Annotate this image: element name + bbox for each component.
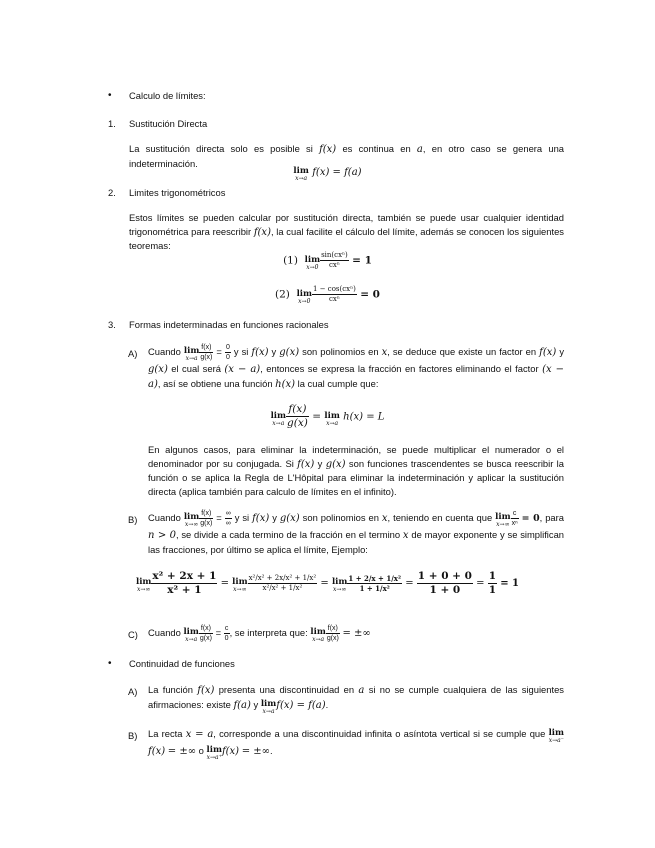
fraction bbox=[199, 624, 213, 643]
lim-text: lim bbox=[260, 698, 277, 709]
fraction-c-xn bbox=[511, 509, 519, 528]
paragraph-continuity-a bbox=[148, 683, 564, 715]
numerator: sin(cxⁿ) bbox=[321, 251, 348, 259]
equals: = bbox=[220, 578, 229, 589]
math-hx: h(x) bbox=[275, 378, 296, 390]
math-a: a bbox=[358, 685, 365, 696]
equals: = bbox=[476, 578, 485, 589]
lim-subscript: x→∞ bbox=[136, 586, 151, 593]
lim-text: lim bbox=[293, 166, 309, 176]
denominator: xⁿ bbox=[511, 520, 518, 527]
fraction bbox=[312, 285, 357, 304]
math-gx: g(x) bbox=[279, 512, 300, 524]
lim-text: lim bbox=[183, 345, 200, 356]
math-gx: g(x) bbox=[325, 458, 346, 470]
math-gx: g(x) bbox=[279, 346, 300, 358]
limit-operator bbox=[183, 626, 199, 643]
fraction-example-5 bbox=[488, 570, 497, 597]
text: Estos límites se pueden calcular por sustitución directa, también se puede usar cualquier identidad trigonométrica para reescribir bbox=[129, 212, 564, 237]
lim-subscript: x→a bbox=[312, 635, 325, 643]
denominator: 1 bbox=[488, 584, 496, 596]
text: La sustitución directa solo es posible si bbox=[129, 143, 320, 154]
numerator: 1 + 2/x + 1/x² bbox=[348, 574, 402, 583]
paragraph-case-a bbox=[148, 343, 564, 391]
denominator: g(x) bbox=[287, 417, 308, 429]
text: y bbox=[250, 698, 261, 710]
fraction-example-2 bbox=[248, 574, 318, 593]
numerator: x² + 2x + 1 bbox=[152, 570, 217, 582]
math-fx: f(x) bbox=[252, 512, 270, 524]
result: = 1 bbox=[352, 254, 372, 267]
text: , en otro caso se genera una indeterminación. bbox=[129, 143, 564, 169]
fraction bbox=[326, 624, 340, 643]
equals: = bbox=[215, 626, 222, 638]
denominator: cxⁿ bbox=[328, 295, 340, 303]
equals: = bbox=[405, 578, 414, 589]
lim-text: lim bbox=[310, 626, 326, 637]
math-fx: f(x) bbox=[539, 346, 557, 358]
text: , se deduce que existe un factor en bbox=[387, 345, 540, 357]
math-fx: f(x) bbox=[297, 458, 315, 470]
math-factor: (x − a) bbox=[224, 364, 261, 375]
lim-text: lim bbox=[304, 254, 321, 265]
math-gx: g(x) bbox=[148, 364, 168, 375]
lim-subscript: x→a⁺ bbox=[206, 754, 222, 761]
section-number-3: 3. bbox=[108, 319, 116, 330]
paragraph-continuity-b bbox=[148, 727, 564, 761]
numerator: c bbox=[224, 625, 229, 632]
lim-subscript: x→∞ bbox=[496, 520, 510, 528]
formula-sustitucion bbox=[0, 166, 655, 182]
paragraph-case-b bbox=[148, 509, 564, 556]
numerator: ∞ bbox=[225, 510, 231, 517]
numerator: x²/x² + 2x/x² + 1/x² bbox=[248, 574, 317, 582]
math-fa: f(a) bbox=[233, 699, 251, 711]
limit-operator bbox=[495, 511, 511, 528]
limit-operator bbox=[260, 698, 277, 715]
paragraph-case-a-conjugate bbox=[148, 443, 564, 498]
numerator: f(x) bbox=[200, 625, 211, 632]
text: Cuando bbox=[148, 345, 184, 357]
heading-continuidad: Continuidad de funciones bbox=[129, 658, 235, 669]
text: o bbox=[196, 745, 207, 756]
text: presenta una discontinuidad en bbox=[214, 684, 359, 695]
bullet-marker: • bbox=[108, 90, 112, 101]
text: el cual será bbox=[167, 363, 225, 374]
lim-subscript: x→a bbox=[185, 635, 198, 643]
fraction bbox=[286, 403, 309, 430]
text: Cuando bbox=[148, 511, 184, 523]
limit-operator bbox=[206, 747, 221, 761]
text: si no se cumple cualquiera de las siguientes afirmaciones: existe bbox=[148, 684, 564, 710]
equals: = bbox=[216, 345, 222, 357]
text: y bbox=[556, 345, 565, 357]
text: , la cual facilite el cálculo del límite, además se conocen los siguientes teoremas: bbox=[129, 225, 564, 252]
limit-operator bbox=[296, 288, 313, 305]
limit-operator bbox=[324, 410, 340, 427]
formula-case-a bbox=[0, 403, 655, 430]
math-x: x bbox=[381, 512, 388, 524]
text: . bbox=[325, 698, 329, 710]
fraction-example-1 bbox=[151, 570, 217, 597]
math-continuity: f(x) = f(a) bbox=[276, 699, 326, 711]
math-pm-inf: = ±∞ bbox=[167, 746, 197, 757]
lim-text: lim bbox=[183, 511, 200, 522]
example-result: = 1 bbox=[500, 578, 520, 589]
text: , entonces se expresa la fracción en factores eliminando el factor bbox=[260, 363, 543, 374]
paragraph-case-c bbox=[148, 624, 564, 643]
lim-subscript: x→∞ bbox=[233, 586, 247, 593]
heading-limites-trigonometricos: Limites trigonométricos bbox=[129, 187, 226, 198]
math-fx: f(x) bbox=[148, 746, 166, 757]
numerator: 1 − cos(cxⁿ) bbox=[313, 285, 356, 293]
lim-subscript: x→a bbox=[295, 175, 308, 182]
lim-subscript: x→a⁻ bbox=[548, 737, 564, 744]
lim-subscript: x→0 bbox=[298, 297, 311, 305]
lim-subscript: x→∞ bbox=[332, 586, 347, 593]
numerator: c bbox=[511, 509, 519, 519]
item-label-a: A) bbox=[128, 348, 138, 359]
limit-operator bbox=[304, 254, 321, 271]
math-fx: f(x) bbox=[319, 144, 337, 155]
text: son funciones trascendentes se busca reescribir la función o se aplica la Regla de L'Hôpital para eliminar la indeterminación y aplicar la sustitución directa (aplica también para calculo de límites en el infinito). bbox=[148, 457, 564, 497]
denominator: g(x) bbox=[326, 635, 339, 642]
lim-subscript: x→a bbox=[326, 419, 339, 427]
denominator: g(x) bbox=[200, 354, 213, 361]
lim-text: lim bbox=[135, 577, 152, 587]
lim-subscript: x→a bbox=[272, 419, 285, 427]
text: , teniendo en cuenta que bbox=[387, 511, 496, 523]
denominator: ∞ bbox=[225, 520, 231, 527]
equals-zero: = 0 bbox=[521, 512, 540, 524]
section-number-1: 1. bbox=[108, 118, 116, 129]
theorem-label: (1) bbox=[283, 254, 298, 267]
text: y si bbox=[231, 511, 253, 523]
limit-operator bbox=[183, 345, 200, 362]
text: son polinomios en bbox=[299, 511, 382, 523]
bullet-marker: • bbox=[108, 658, 112, 669]
math-fx: f(x) bbox=[197, 685, 215, 696]
math-fx: f(x) bbox=[253, 226, 271, 238]
lim-text: lim bbox=[296, 288, 313, 299]
text: la cual cumple que: bbox=[295, 377, 379, 389]
numerator: f(x) bbox=[201, 510, 212, 517]
lim-text: lim bbox=[183, 626, 199, 637]
denominator: cxⁿ bbox=[328, 261, 340, 269]
lim-text: lim bbox=[331, 577, 348, 587]
text: de mayor exponente y se simplifican las fracciones, por último se aplica el límite, Ejemplo: bbox=[148, 529, 564, 555]
denominator: 0 bbox=[224, 635, 229, 642]
paragraph-trigonometricos bbox=[129, 211, 564, 253]
lim-subscript: x→a bbox=[262, 707, 275, 715]
math-x: x bbox=[381, 346, 388, 358]
text: , para bbox=[539, 511, 564, 523]
formula-body: f(x) = f(a) bbox=[312, 167, 362, 178]
text: , se interpreta que: bbox=[229, 626, 311, 638]
text: son polinomios en bbox=[299, 345, 382, 357]
text: , se divide a cada termino de la fracción en el termino bbox=[175, 529, 403, 540]
item-label-continuity-b: B) bbox=[128, 730, 138, 741]
text: y bbox=[268, 345, 280, 357]
text: . bbox=[269, 745, 273, 756]
math-factor: (x − a) bbox=[148, 364, 565, 390]
math-pm-inf: = ±∞ bbox=[241, 746, 270, 757]
numerator: 0 bbox=[225, 344, 230, 351]
lim-text: lim bbox=[206, 745, 222, 755]
fraction bbox=[199, 509, 213, 528]
formula-tail: h(x) = L bbox=[343, 411, 385, 423]
lim-subscript: x→a bbox=[185, 354, 198, 362]
text: es continua en bbox=[336, 143, 417, 154]
fraction-example-4 bbox=[417, 570, 473, 597]
lim-text: lim bbox=[232, 577, 248, 587]
numerator: f(x) bbox=[201, 344, 212, 351]
limit-operator bbox=[270, 410, 287, 427]
section-number-2: 2. bbox=[108, 187, 116, 198]
text: La función bbox=[148, 684, 198, 695]
denominator: 1 + 0 bbox=[429, 584, 461, 596]
denominator: g(x) bbox=[200, 520, 213, 527]
denominator: 1 + 1/x² bbox=[359, 584, 390, 593]
math-fx: f(x) bbox=[221, 746, 240, 757]
limit-operator bbox=[310, 626, 326, 643]
denominator: x²/x² + 1/x² bbox=[262, 584, 303, 592]
lim-subscript: x→0 bbox=[306, 263, 319, 271]
limit-operator bbox=[332, 579, 347, 593]
denominator: 0 bbox=[225, 354, 230, 361]
lim-text: lim bbox=[495, 511, 511, 522]
result: = 0 bbox=[360, 288, 380, 301]
lim-subscript: x→∞ bbox=[184, 520, 199, 528]
text: y bbox=[269, 511, 280, 523]
text: , corresponde a una discontinuidad infinita o asíntota vertical si se cumple que bbox=[213, 728, 549, 739]
limit-operator bbox=[136, 579, 151, 593]
heading-formas-indeterminadas: Formas indeterminadas en funciones racionales bbox=[129, 319, 329, 330]
math-x: x bbox=[402, 530, 409, 541]
math-x-eq-a: x = a bbox=[185, 729, 214, 740]
limit-operator bbox=[293, 168, 308, 182]
numerator: f(x) bbox=[286, 403, 309, 417]
text: = ±∞ bbox=[342, 627, 371, 639]
heading-calculo-limites: Calculo de límites: bbox=[129, 90, 206, 101]
heading-sustitucion-directa: Sustitución Directa bbox=[129, 118, 208, 129]
text: y bbox=[314, 457, 326, 469]
lim-text: lim bbox=[324, 410, 340, 421]
numerator: f(x) bbox=[327, 625, 338, 632]
math-a: a bbox=[416, 144, 423, 155]
theorem-1 bbox=[0, 251, 655, 271]
limit-operator bbox=[232, 579, 247, 593]
fraction-inf-inf bbox=[225, 509, 232, 528]
formula-example bbox=[0, 570, 655, 597]
lim-text: lim bbox=[548, 728, 565, 738]
theorem-2 bbox=[0, 285, 655, 305]
fraction-example-3 bbox=[347, 574, 402, 593]
math-fx: f(x) bbox=[251, 346, 269, 358]
limit-operator bbox=[549, 730, 564, 744]
math-n-gt-0: n > 0 bbox=[148, 530, 176, 541]
text: Cuando bbox=[148, 626, 184, 638]
fraction bbox=[320, 251, 349, 270]
equals: = bbox=[320, 578, 329, 589]
item-label-c: C) bbox=[128, 629, 138, 640]
text: La recta bbox=[148, 728, 186, 739]
item-label-continuity-a: A) bbox=[128, 686, 138, 697]
numerator: 1 + 0 + 0 bbox=[417, 570, 472, 582]
item-label-b: B) bbox=[128, 514, 138, 525]
equals: = bbox=[312, 410, 322, 423]
equals: = bbox=[216, 511, 222, 523]
lim-text: lim bbox=[270, 410, 287, 421]
text: , así se obtiene una función bbox=[157, 377, 276, 389]
numerator: 1 bbox=[488, 570, 496, 582]
denominator: x² + 1 bbox=[167, 584, 202, 596]
text: y si bbox=[230, 345, 252, 357]
denominator: g(x) bbox=[199, 635, 212, 642]
theorem-label: (2) bbox=[275, 288, 290, 301]
fraction bbox=[199, 343, 213, 362]
text: En algunos casos, para eliminar la indeterminación, se puede multiplicar el numerador o el denominador por su conjugada. Si bbox=[148, 444, 564, 469]
limit-operator bbox=[183, 511, 200, 528]
